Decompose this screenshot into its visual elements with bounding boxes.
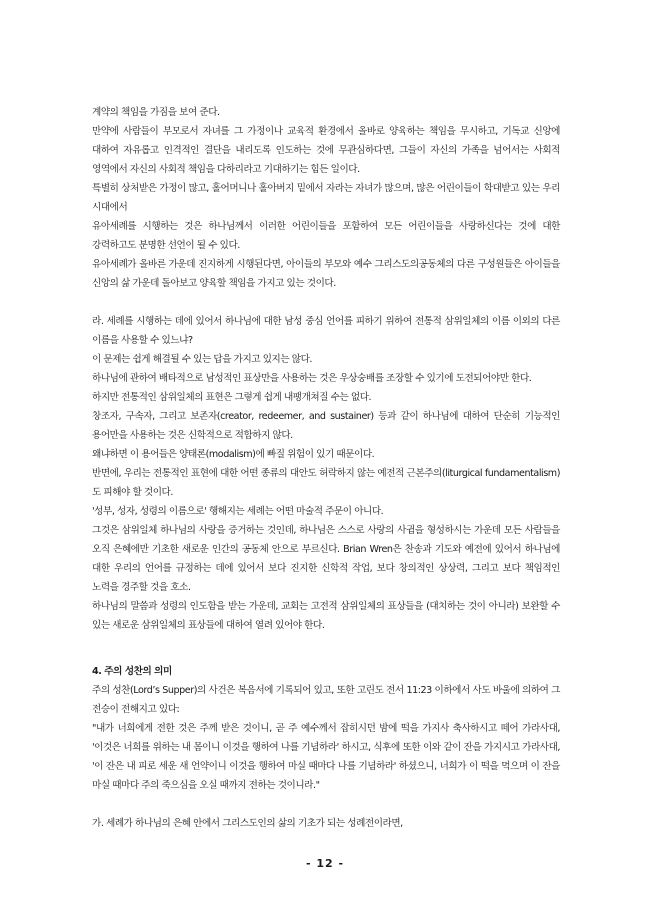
paragraph: 왜냐하면 이 용어들은 양태론(modalism)에 빠질 위험이 있기 때문이다.: [92, 449, 375, 460]
paragraph: '성부, 성자, 성령의 이름으로' 행해지는 세례는 어떤 마술적 주문이 아니다.: [92, 506, 384, 517]
paragraph-spacer: [92, 293, 560, 312]
paragraph: 창조자, 구속자, 그리고 보존자(creator, redeemer, and sustainer) 등과 같이 하나님에 대하여 단순히 기능적인 용어만을 사용하는 것은 신학적으로 적합하지 않다.: [92, 411, 560, 441]
paragraph: 이 문제는 쉽게 해결될 수 있는 답을 가지고 있지는 않다.: [92, 354, 312, 365]
paragraph: 그것은 삼위일체 하나님의 사랑을 증거하는 것인데, 하나님은 스스로 사랑의 사귐을 형성하시는 가운데 모든 사람들을 오직 은혜에만 기초한 새로운 인간의 공동체 안으로 부르신다. Brian Wren은 찬송과 기도와 예전에 있어서 하나님에 대한 우리의 언어를 규정하는 데에 있어서 보다 진지한 신학적 작업, 보다 창의적인 상상력, 그리고 보다 책임적인 노력을 경주할 것을 호소.: [92, 525, 560, 593]
section-heading: 4. 주의 성찬의 의미: [92, 666, 172, 677]
paragraph: 하나님의 말씀과 성령의 인도함을 받는 가운데, 교회는 고전적 삼위일체의 표상들을 (대치하는 것이 아니라) 보완할 수 있는 새로운 삼위일체의 표상들에 대하여 열려 있어야 한다.: [92, 601, 560, 631]
paragraph: 주의 성찬(Lord’s Supper)의 사건은 복음서에 기록되어 있고, 또한 고린도 전서 11:23 이하에서 사도 바울에 의하여 그 전승이 전해지고 있다:: [92, 685, 560, 715]
paragraph-spacer: [92, 795, 560, 814]
paragraph-spacer: [92, 635, 560, 662]
paragraph: 가. 세례가 하나님의 은혜 안에서 그리스도인의 삶의 기초가 되는 성례전이라면,: [92, 818, 403, 829]
paragraph: 유아세례가 올바른 가운데 진지하게 시행된다면, 아이들의 부모와 예수 그리스도의공동체의 다른 구성원들은 아이들을 신앙의 삶 가운데 돌아보고 양육할 책임을 가지고 있는 것이다.: [92, 259, 560, 289]
paragraph: 만약에 사람들이 부모로서 자녀를 그 가정이나 교육적 환경에서 올바로 양육하는 책임을 무시하고, 기독교 신앙에 대하여 자유롭고 인격적인 결단을 내리도록 인도하는 것에 무관심하다면, 그들이 자신의 가족을 넘어서는 사회적 영역에서 자신의 사회적 책임을 다하리라고 기대하기는 힘든 일이다.: [92, 126, 560, 175]
paragraph: 하지만 전통적인 삼위일체의 표현은 그렇게 쉽게 내팽개쳐질 수는 없다.: [92, 392, 372, 403]
paragraph: "내가 너희에게 전한 것은 주께 받은 것이니, 곧 주 예수께서 잡히시던 밤에 떡을 가지사 축사하시고 떼어 가라사대, '이것은 너희를 위하는 내 몸이니 이것을 행하여 나를 기념하라' 하시고, 식후에 또한 이와 같이 잔을 가지시고 가라사대, '이 잔은 내 피로 세운 새 언약이니 이것을 행하여 마실 때마다 나를 기념하라' 하셨으니, 너희가 이 떡을 먹으며 이 잔을 마실 때마다 주의 죽으심을 오실 때까지 전하는 것이니라.": [92, 723, 560, 791]
page-number: - 12 -: [305, 857, 345, 870]
page-body: [92, 103, 560, 833]
paragraph: 계약의 책임을 가짐을 보여 준다.: [92, 107, 220, 118]
paragraph: 반면에, 우리는 전통적인 표현에 대한 어떤 종류의 대안도 허락하지 않는 예전적 근본주의(liturgical fundamentalism)도 피해야 할 것이다.: [92, 468, 560, 498]
paragraph: 특별히 상처받은 가정이 많고, 홀어머니나 홀아버지 밑에서 자라는 자녀가 많으며, 많은 어린이들이 학대받고 있는 우리 시대에서: [92, 183, 560, 213]
paragraph: 라. 세례를 시행하는 데에 있어서 하나님에 대한 남성 중심 언어를 피하기 위하여 전통적 삼위일체의 이름 이외의 다른 이름을 사용할 수 있느냐?: [92, 316, 560, 346]
paragraph: 유아세례를 시행하는 것은 하나님께서 이러한 어린이들을 포함하여 모든 어린이들을 사랑하신다는 것에 대한 강력하고도 분명한 선언이 될 수 있다.: [92, 221, 560, 251]
paragraph: 하나님에 관하여 배타적으로 남성적인 표상만을 사용하는 것은 우상숭배를 조장할 수 있기에 도전되어야만 한다.: [92, 373, 532, 384]
